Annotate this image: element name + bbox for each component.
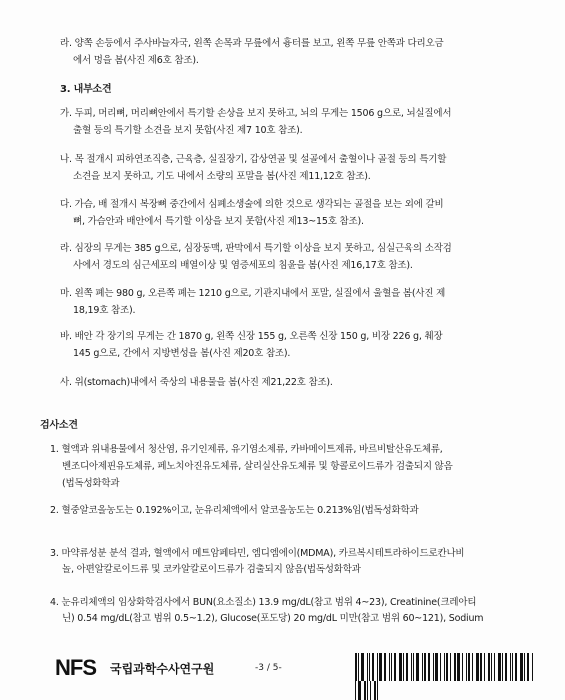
barcode-bar <box>367 681 368 700</box>
barcode-bar <box>361 653 364 681</box>
internal-item-ga-line-1: 가. 두피, 머리뼈, 머리뼈안에서 특기할 손상을 보지 못하고, 뇌의 무게는 1506 g으로, 뇌실질에서 <box>60 108 452 119</box>
barcode-bar <box>403 653 404 681</box>
barcode-bar <box>358 653 359 681</box>
test-item-3-line-2: 놀, 아편알칼로이드류 및 코카알칼로이드류가 검출되지 않음(법독성화학과 <box>62 564 361 575</box>
barcode-bar <box>358 681 361 700</box>
test-item-1-line-2: 벤조디아제핀유도체류, 페노치아진유도체류, 살리실산유도체류 및 항콜로이드류가 검출되지 않음 <box>62 461 453 472</box>
barcode-bar <box>377 653 378 681</box>
organization-name: 국립과학수사연구원 <box>110 662 215 676</box>
internal-item-ra-line-1: 라. 심장의 무게는 385 g으로, 심장동맥, 판막에서 특기할 이상을 보지 못하고, 심실근육의 소작검 <box>60 243 452 254</box>
external-ra-line-2: 에서 멍을 봄(사진 제6호 참조). <box>73 55 199 66</box>
barcode-bar <box>454 653 456 681</box>
barcode-bar <box>480 653 482 681</box>
barcode-bar <box>512 653 513 681</box>
test-item-4-line-1: 4. 눈유리체액의 임상화학검사에서 BUN(요소질소) 13.9 mg/dL(참고 범위 4~23), Creatinine(크레아티 <box>50 597 477 608</box>
barcode-bar <box>435 653 438 681</box>
test-item-1-line-3: (법독성화학과 <box>62 478 120 489</box>
barcode-bar <box>468 653 470 681</box>
barcode-bar <box>379 653 382 681</box>
barcode-bar <box>520 653 523 681</box>
barcode-bar <box>389 653 390 681</box>
barcode-bar <box>444 653 445 681</box>
barcode-bar <box>515 653 517 681</box>
barcode-bar <box>422 653 423 681</box>
barcode-bar <box>428 653 430 681</box>
barcode-bar <box>374 681 376 700</box>
test-item-2-line-1: 2. 혈중알코올농도는 0.192%이고, 눈유리체액에서 알코올농도는 0.213%임(법독성화학과 <box>50 505 419 516</box>
barcode-bar <box>472 653 473 681</box>
internal-item-da-line-1: 다. 가슴, 배 절개시 복장뼈 중간에서 심폐소생술에 의한 것으로 생각되는 골절을 보는 외에 갈비 <box>60 199 444 210</box>
barcode-bar <box>370 681 371 700</box>
test-item-1-line-1: 1. 혈액과 위내용물에서 청산염, 유기인제류, 유기염소제류, 카바메이트제류, 바르비탈산유도체류, <box>50 444 443 455</box>
barcode-bar <box>369 653 370 681</box>
barcode-bar <box>355 681 356 700</box>
barcode-bar <box>391 653 392 681</box>
barcode-bar <box>532 653 533 681</box>
barcode-bar <box>411 653 412 681</box>
internal-item-da-line-2: 뼈, 가슴안과 배안에서 특기할 이상을 보지 못함(사진 제13~15호 참조). <box>73 216 364 227</box>
barcode-bar <box>399 653 402 681</box>
barcode-icon <box>355 653 535 681</box>
internal-findings-heading: 3. 내부소견 <box>60 84 112 95</box>
barcode-bar <box>510 653 511 681</box>
barcode-bar <box>484 653 485 681</box>
barcode-bar <box>424 653 426 681</box>
barcode-bar <box>505 653 507 681</box>
barcode-bar <box>476 653 479 681</box>
internal-item-na-line-1: 나. 목 절개시 피하연조직층, 근육층, 실질장기, 갑상연골 및 설골에서 출혈이나 골절 등의 특기할 <box>60 154 447 165</box>
internal-item-ma-line-1: 마. 왼쪽 폐는 980 g, 오른쪽 폐는 1210 g으로, 기관지내에서 포말, 실질에서 울혈을 봄(사진 제 <box>60 288 446 299</box>
barcode-bar <box>450 653 451 681</box>
internal-item-ba-line-2: 145 g으로, 간에서 지방변성을 봄(사진 제20호 참조). <box>73 348 291 359</box>
internal-item-ga-line-2: 출혈 등의 특기할 소견을 보지 못함(사진 제7 10호 참조). <box>73 125 303 136</box>
internal-item-na-line-2: 소견을 보지 못하고, 기도 내에서 소량의 포말을 봄(사진 제11,12호 참조). <box>73 171 371 182</box>
barcode-bar <box>364 681 366 700</box>
page-number: -3 / 5- <box>255 663 282 673</box>
barcode-bar <box>367 653 368 681</box>
barcode-bar <box>394 653 396 681</box>
barcode-bar <box>488 653 490 681</box>
barcode-bar <box>372 653 374 681</box>
nfs-logo: NFS <box>55 655 96 680</box>
internal-item-sa-line-1: 사. 위(stomach)내에서 죽상의 내용물을 봄(사진 제21,22호 참조). <box>60 377 333 388</box>
barcode-bar <box>466 653 467 681</box>
test-item-4-line-2: 닌) 0.54 mg/dL(참고 범위 0.5~1.2), Glucose(포도당) 20 mg/dL 미만(참고 범위 60~121), Sodium <box>62 613 484 624</box>
barcode-bar <box>462 653 463 681</box>
barcode-bar <box>494 653 495 681</box>
barcode-bar <box>413 653 414 681</box>
internal-item-ra-line-2: 사에서 경도의 심근세포의 배열이상 및 염증세포의 침윤을 봄(사진 제16,17호 참조). <box>73 260 413 271</box>
external-ra-line-1: 라. 양쪽 손등에서 주사바늘자국, 왼쪽 손목과 무릎에서 흉터를 보고, 왼쪽 무릎 안쪽과 다리오금 <box>60 38 444 49</box>
barcode-bar <box>384 653 386 681</box>
barcode-bar <box>446 653 448 681</box>
test-findings-heading: 검사소견 <box>40 420 78 431</box>
barcode-bar <box>524 653 525 681</box>
barcode-bar <box>416 653 419 681</box>
barcode-bar <box>457 653 460 681</box>
internal-item-ba-line-1: 바. 배안 각 장기의 무게는 간 1870 g, 왼쪽 신장 155 g, 오른쪽 신장 150 g, 비장 226 g, 췌장 <box>60 331 443 342</box>
internal-item-ma-line-2: 18,19호 참조). <box>73 305 136 316</box>
barcode-bar <box>440 653 441 681</box>
barcode-bar <box>406 653 408 681</box>
barcode-bar <box>527 653 529 681</box>
barcode-bar <box>355 653 357 681</box>
barcode-bar <box>502 653 503 681</box>
barcode-bar <box>498 653 501 681</box>
test-item-3-line-1: 3. 마약류성분 분석 결과, 혈액에서 메트암페타민, 엠디엠에이(MDMA), 카르복시테트라하이드로칸나비 <box>50 548 465 559</box>
barcode-bar <box>491 653 492 681</box>
barcode-bar <box>433 653 434 681</box>
barcode-bar <box>377 681 378 700</box>
